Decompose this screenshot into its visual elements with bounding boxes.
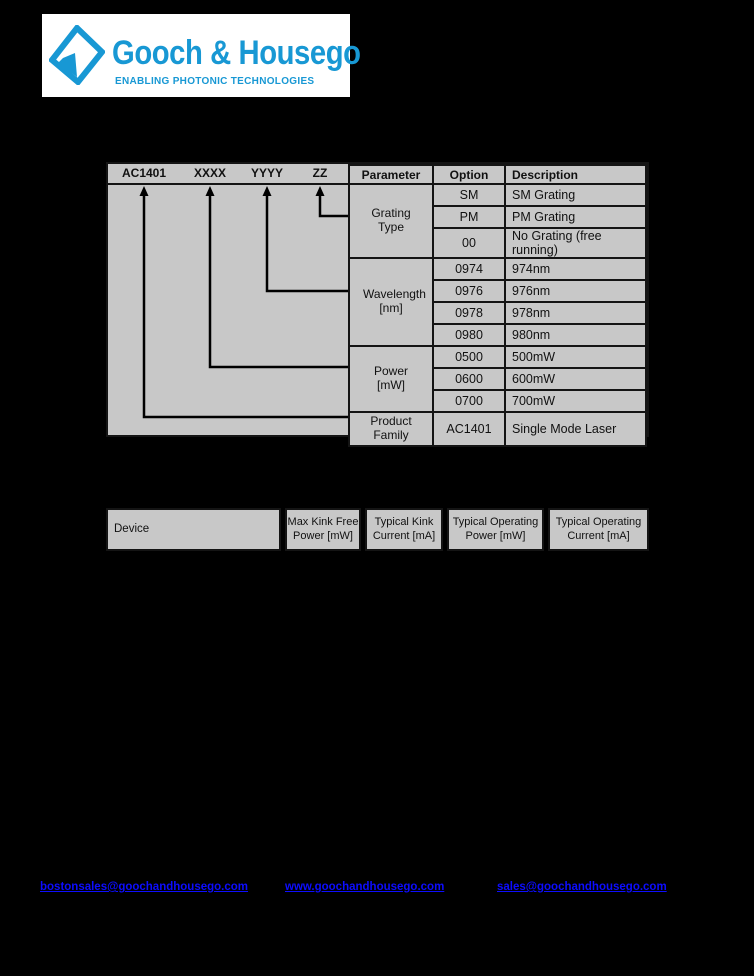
option-cell: SM <box>433 184 505 206</box>
option-cell: 0600 <box>433 368 505 390</box>
option-cell: 0980 <box>433 324 505 346</box>
boston-sales-email-link[interactable]: bostonsales@goochandhousego.com <box>40 881 249 893</box>
description-cell: 978nm <box>505 302 646 324</box>
description-cell: 976nm <box>505 280 646 302</box>
segment-grating: ZZ <box>312 166 328 180</box>
arrow-wavelength <box>263 186 349 291</box>
option-cell: 0500 <box>433 346 505 368</box>
gooch-housego-diamond-icon <box>49 25 105 85</box>
table-row <box>349 184 646 206</box>
table-row <box>349 412 646 446</box>
decoder-arrows <box>108 185 348 435</box>
max-kink-free-power-header: Max Kink Free Power [mW] <box>285 508 361 551</box>
description-cell: 600mW <box>505 368 646 390</box>
arrow-product-family <box>140 186 349 417</box>
description-cell: PM Grating <box>505 206 646 228</box>
column-header-option: Option <box>433 165 505 184</box>
typical-operating-current-header: Typical Operating Current [mA] <box>548 508 649 551</box>
parameter-wavelength: Wavelength [nm] <box>349 258 433 346</box>
option-cell: 0976 <box>433 280 505 302</box>
sales-email-link[interactable]: sales@goochandhousego.com <box>497 881 667 893</box>
device-table-header-row <box>106 508 649 551</box>
brand-tagline: ENABLING PHOTONIC TECHNOLOGIES <box>115 76 315 87</box>
column-header-parameter: Parameter <box>349 165 433 184</box>
description-cell: No Grating (free running) <box>505 228 646 258</box>
table-header-row <box>349 165 646 184</box>
option-cell: 0700 <box>433 390 505 412</box>
parameter-power: Power [mW] <box>349 346 433 412</box>
description-cell: 700mW <box>505 390 646 412</box>
segment-power: XXXX <box>193 166 227 180</box>
option-cell: 0974 <box>433 258 505 280</box>
column-header-description: Description <box>505 165 646 184</box>
brand-name: Gooch & Housego <box>112 34 361 72</box>
table-row <box>349 346 646 368</box>
option-cell: 00 <box>433 228 505 258</box>
typical-kink-current-header: Typical Kink Current [mA] <box>365 508 443 551</box>
option-cell: PM <box>433 206 505 228</box>
description-cell: 974nm <box>505 258 646 280</box>
arrow-power <box>206 186 349 367</box>
company-logo <box>42 14 361 97</box>
description-cell: 500mW <box>505 346 646 368</box>
table-row <box>349 258 646 280</box>
company-website-link[interactable]: www.goochandhousego.com <box>285 881 445 893</box>
part-number-decoder <box>108 164 348 435</box>
part-number-ordering-table <box>106 162 649 442</box>
description-cell: SM Grating <box>505 184 646 206</box>
arrow-grating-type <box>316 186 349 216</box>
description-cell: 980nm <box>505 324 646 346</box>
option-cell: 0978 <box>433 302 505 324</box>
parameter-product-family: Product Family <box>349 412 433 446</box>
segment-product-family: AC1401 <box>121 166 167 180</box>
device-column-header: Device <box>106 508 281 551</box>
part-number-segments <box>108 164 348 185</box>
parameter-grating-type: Grating Type <box>349 184 433 258</box>
segment-wavelength: YYYY <box>250 166 284 180</box>
option-cell: AC1401 <box>433 412 505 446</box>
parameter-option-table <box>348 164 647 447</box>
typical-operating-power-header: Typical Operating Power [mW] <box>447 508 544 551</box>
description-cell: Single Mode Laser <box>505 412 646 446</box>
